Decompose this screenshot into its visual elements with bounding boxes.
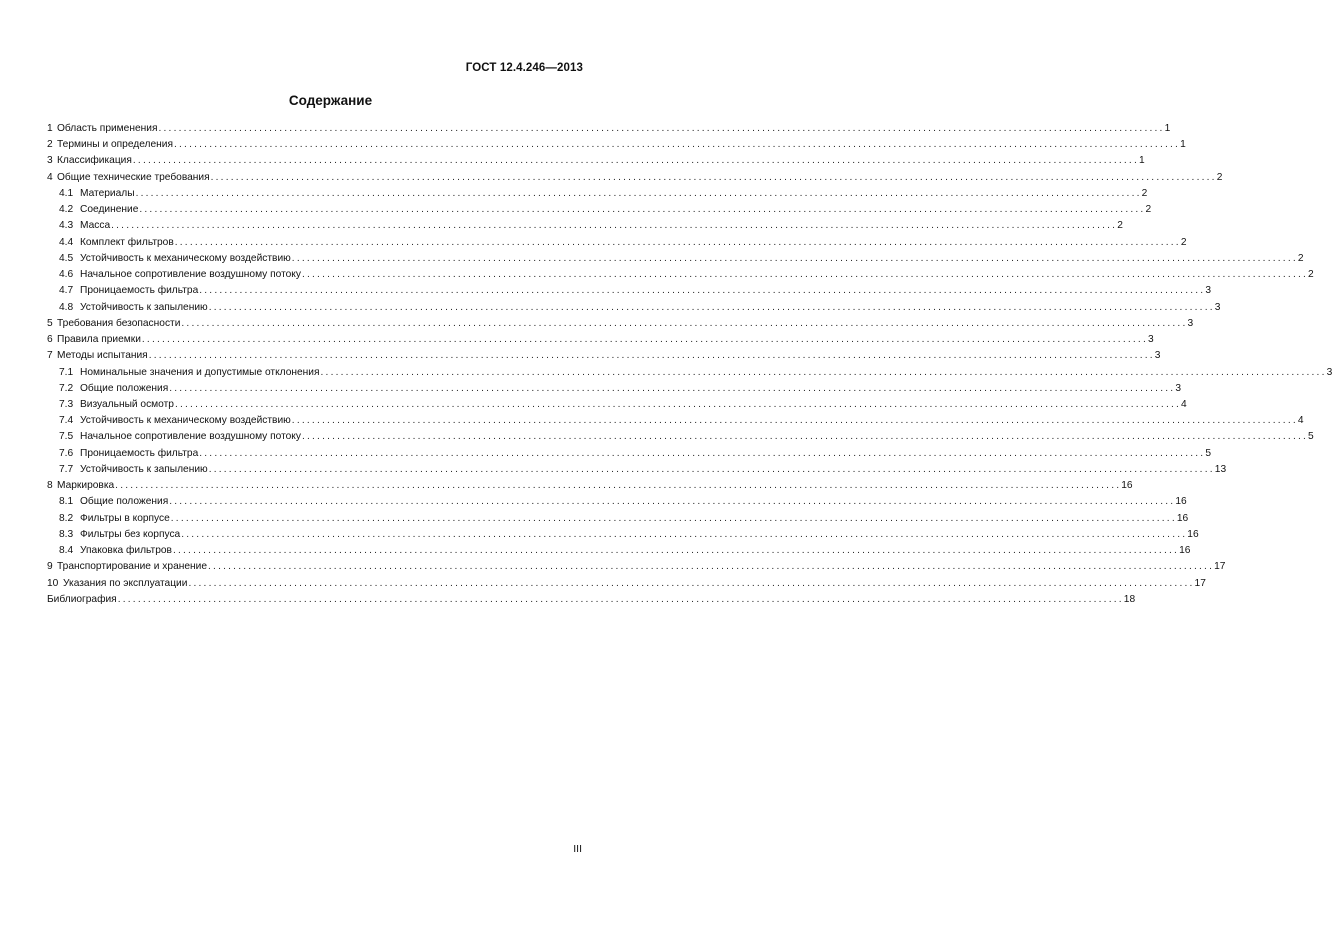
toc-entry-page: 2 bbox=[1141, 187, 1148, 199]
toc-entry-page: 3 bbox=[1147, 334, 1154, 346]
toc-dot-leader: ........................................................................................................................................................................................................ bbox=[139, 204, 1146, 216]
toc-entry-label: Общие положения bbox=[80, 382, 169, 394]
toc-entry-number: 4.3 bbox=[59, 220, 74, 232]
toc-dot-leader: ........................................................................................................................................................................................................ bbox=[208, 561, 1215, 573]
toc-entry-page: 2 bbox=[1216, 171, 1223, 183]
toc-entry[interactable] bbox=[47, 186, 1148, 202]
toc-entry[interactable] bbox=[47, 267, 1314, 283]
toc-dot-leader: ........................................................................................................................................................................................................ bbox=[148, 350, 1155, 362]
toc-entry-label: Термины и определения bbox=[57, 139, 173, 151]
toc-entry[interactable] bbox=[47, 446, 1211, 462]
toc-entry-label: Общие положения bbox=[80, 496, 169, 508]
toc-entry-page: 2 bbox=[1145, 204, 1152, 216]
toc-dot-leader: ........................................................................................................................................................................................................ bbox=[174, 236, 1181, 248]
toc-entry-number: 2 bbox=[47, 139, 53, 151]
toc-entry-label: Маркировка bbox=[57, 480, 115, 492]
toc-entry-number: 4.5 bbox=[59, 252, 74, 264]
toc-entry-number: 1 bbox=[47, 123, 53, 134]
toc-entry[interactable] bbox=[47, 137, 1186, 153]
toc-dot-leader: ........................................................................................................................................................................................................ bbox=[199, 285, 1206, 297]
toc-entry-label: Начальное сопротивление воздушному потоку bbox=[80, 431, 301, 443]
toc-entry-number: 7.4 bbox=[59, 415, 74, 427]
toc-dot-leader: ........................................................................................................................................................................................................ bbox=[320, 366, 1327, 378]
toc-entry-number: 8.2 bbox=[59, 512, 74, 524]
toc-entry-number: 7.5 bbox=[59, 431, 74, 443]
toc-entry-number: 3 bbox=[47, 155, 53, 167]
toc-entry[interactable] bbox=[47, 559, 1226, 575]
toc-dot-leader: ........................................................................................................................................................................................................ bbox=[208, 301, 1215, 313]
toc-entry[interactable] bbox=[47, 170, 1223, 186]
toc-entry-label: Упаковка фильтров bbox=[80, 545, 172, 557]
toc-entry[interactable] bbox=[47, 365, 1332, 381]
toc-entry[interactable] bbox=[47, 478, 1133, 494]
toc-entry-label: Фильтры без корпуса bbox=[80, 528, 181, 540]
toc-dot-leader: ........................................................................................................................................................................................................ bbox=[210, 171, 1217, 183]
toc-entry-label: Проницаемость фильтра bbox=[80, 447, 199, 459]
toc-entry-number: 8.3 bbox=[59, 528, 74, 540]
toc-entry-number: 7.2 bbox=[59, 382, 74, 394]
toc-entry-label: Классификация bbox=[57, 155, 132, 167]
toc-entry-label: Начальное сопротивление воздушному потоку bbox=[80, 269, 301, 281]
toc-dot-leader: ........................................................................................................................................................................................................ bbox=[117, 593, 1124, 605]
toc-dot-leader: ........................................................................................................................................................................................................ bbox=[169, 382, 1176, 394]
toc-entry[interactable] bbox=[47, 300, 1221, 316]
toc-entry-page: 17 bbox=[1194, 577, 1206, 589]
toc-dot-leader: ........................................................................................................................................................................................................ bbox=[111, 220, 1118, 232]
toc-dot-leader: ........................................................................................................................................................................................................ bbox=[301, 431, 1309, 443]
toc-dot-leader: ........................................................................................................................................................................................................ bbox=[181, 317, 1188, 329]
toc-entry-label: Методы испытания bbox=[57, 350, 148, 362]
toc-entry[interactable] bbox=[47, 316, 1194, 332]
toc-entry-label: Требования безопасности bbox=[57, 317, 181, 329]
toc-entry-page: 13 bbox=[1214, 463, 1227, 475]
toc-dot-leader: ........................................................................................................................................................................................................ bbox=[172, 545, 1180, 557]
toc-entry-label: Библиография bbox=[47, 593, 117, 605]
toc-entry-page: 1 bbox=[1180, 139, 1186, 151]
toc-entry-label: Масса bbox=[80, 220, 111, 232]
toc-entry[interactable] bbox=[47, 381, 1181, 397]
toc-entry-label: Указания по эксплуатации bbox=[63, 577, 188, 589]
toc-entry-number: 4 bbox=[47, 171, 53, 183]
toc-entry-page: 3 bbox=[1175, 382, 1181, 394]
toc-entry-number: 8.1 bbox=[59, 496, 74, 508]
toc-title: Содержание bbox=[288, 93, 373, 108]
toc-dot-leader: ........................................................................................................................................................................................................ bbox=[141, 334, 1148, 346]
toc-entry-label: Номинальные значения и допустимые отклонения bbox=[80, 366, 320, 378]
toc-dot-leader: ........................................................................................................................................................................................................ bbox=[188, 577, 1195, 589]
toc-dot-leader: ........................................................................................................................................................................................................ bbox=[135, 187, 1142, 199]
toc-entry-label: Устойчивость к механическому воздействию bbox=[80, 415, 291, 427]
toc-entry-number: 9 bbox=[47, 561, 53, 573]
toc-entry-label: Материалы bbox=[80, 187, 135, 199]
toc-entry-label: Фильтры в корпусе bbox=[80, 512, 170, 524]
toc-entry[interactable] bbox=[47, 511, 1189, 527]
page-number: III bbox=[573, 843, 582, 855]
toc-entry-page: 3 bbox=[1154, 350, 1161, 362]
toc-entry-number: 4.2 bbox=[59, 204, 74, 216]
toc-entry-number: 8 bbox=[47, 480, 53, 492]
toc-entry[interactable] bbox=[47, 348, 1161, 364]
toc-entry-label: Область применения bbox=[57, 123, 158, 134]
toc-entry-page: 17 bbox=[1214, 561, 1226, 573]
toc-entry-number: 7 bbox=[47, 350, 53, 362]
toc-entry-page: 3 bbox=[1205, 285, 1211, 297]
toc-entry-number: 7.1 bbox=[59, 366, 74, 378]
toc-entry[interactable] bbox=[47, 397, 1187, 413]
toc-entry-number: 4.4 bbox=[59, 236, 74, 248]
toc-entry-page: 3 bbox=[1326, 366, 1332, 378]
toc-entry[interactable] bbox=[47, 235, 1187, 251]
toc-entry-page: 1 bbox=[1164, 123, 1171, 134]
toc-entry-page: 3 bbox=[1187, 317, 1194, 329]
toc-entry[interactable] bbox=[47, 576, 1206, 592]
toc-entry-number: 7.3 bbox=[59, 398, 74, 410]
toc-entry[interactable] bbox=[47, 283, 1211, 299]
toc-entry[interactable] bbox=[47, 413, 1304, 429]
toc-entry[interactable] bbox=[47, 251, 1304, 267]
toc-entry-page: 5 bbox=[1308, 431, 1314, 443]
toc-entry-number: 4.8 bbox=[59, 301, 74, 313]
toc-entry-page: 18 bbox=[1123, 593, 1136, 605]
toc-entry-page: 16 bbox=[1175, 496, 1187, 508]
toc-entry-page: 3 bbox=[1214, 301, 1221, 313]
toc-entry[interactable] bbox=[47, 121, 1171, 137]
toc-entry[interactable] bbox=[47, 543, 1191, 559]
toc-entry[interactable] bbox=[47, 153, 1145, 169]
toc-dot-leader: ........................................................................................................................................................................................................ bbox=[291, 415, 1298, 427]
toc-entry-label: Общие технические требования bbox=[57, 171, 210, 183]
toc-entry[interactable] bbox=[47, 218, 1123, 234]
toc-dot-leader: ........................................................................................................................................................................................................ bbox=[174, 398, 1182, 410]
toc-entry[interactable] bbox=[47, 202, 1152, 218]
toc-dot-leader: ........................................................................................................................................................................................................ bbox=[173, 139, 1181, 151]
toc-entry[interactable] bbox=[47, 332, 1154, 348]
toc-entry[interactable] bbox=[47, 527, 1199, 543]
toc-entry-page: 1 bbox=[1138, 155, 1145, 167]
toc-entry-label: Транспортирование и хранение bbox=[57, 561, 208, 573]
toc-entry-label: Соединение bbox=[80, 204, 139, 216]
toc-dot-leader: ........................................................................................................................................................................................................ bbox=[291, 252, 1298, 264]
toc-entry-page: 2 bbox=[1180, 236, 1187, 248]
toc-dot-leader: ........................................................................................................................................................................................................ bbox=[199, 447, 1206, 459]
toc-entry[interactable] bbox=[47, 592, 1136, 608]
document-code: ГОСТ 12.4.246—2013 bbox=[465, 62, 583, 74]
toc-entry-page: 16 bbox=[1179, 545, 1191, 557]
toc-entry-number: 10 bbox=[47, 577, 59, 589]
toc-entry-label: Устойчивость к запылению bbox=[80, 463, 208, 475]
toc-entry-page: 4 bbox=[1181, 398, 1187, 410]
toc-entry-label: Устойчивость к запылению bbox=[80, 301, 208, 313]
toc-entry-number: 7.7 bbox=[59, 463, 74, 475]
toc-entry-label: Проницаемость фильтра bbox=[80, 285, 199, 297]
toc-dot-leader: ........................................................................................................................................................................................................ bbox=[301, 269, 1309, 281]
toc-entry-number: 8.4 bbox=[59, 545, 74, 557]
toc-entry-label: Визуальный осмотр bbox=[80, 398, 174, 410]
toc-entry[interactable] bbox=[47, 429, 1314, 445]
toc-entry-number: 4.6 bbox=[59, 269, 74, 281]
toc-dot-leader: ........................................................................................................................................................................................................ bbox=[115, 480, 1122, 492]
toc-entry-page: 2 bbox=[1117, 220, 1123, 232]
toc-entry-number: 4.1 bbox=[59, 187, 74, 199]
toc-entry-page: 4 bbox=[1297, 415, 1304, 427]
toc-entry-number: 7.6 bbox=[59, 447, 74, 459]
toc-entry-label: Комплект фильтров bbox=[80, 236, 174, 248]
toc-entry-number: 4.7 bbox=[59, 285, 74, 297]
toc-dot-leader: ........................................................................................................................................................................................................ bbox=[169, 496, 1176, 508]
toc-entry[interactable] bbox=[47, 494, 1187, 510]
toc-dot-leader: ........................................................................................................................................................................................................ bbox=[132, 155, 1139, 167]
toc-entry-label: Правила приемки bbox=[57, 334, 141, 346]
toc-dot-leader: ........................................................................................................................................................................................................ bbox=[170, 512, 1177, 524]
toc-dot-leader: ........................................................................................................................................................................................................ bbox=[158, 123, 1165, 134]
toc-entry-page: 16 bbox=[1121, 480, 1133, 492]
toc-dot-leader: ........................................................................................................................................................................................................ bbox=[181, 528, 1188, 540]
toc-entry-label: Устойчивость к механическому воздействию bbox=[80, 252, 291, 264]
toc-entry-page: 5 bbox=[1205, 447, 1211, 459]
toc-entry-number: 5 bbox=[47, 317, 53, 329]
table-of-contents bbox=[47, 121, 1332, 608]
toc-entry-page: 2 bbox=[1297, 252, 1304, 264]
toc-entry-page: 16 bbox=[1187, 528, 1199, 540]
toc-entry-number: 6 bbox=[47, 334, 53, 346]
toc-entry[interactable] bbox=[47, 462, 1227, 478]
toc-entry-page: 2 bbox=[1308, 269, 1314, 281]
toc-dot-leader: ........................................................................................................................................................................................................ bbox=[208, 463, 1215, 475]
toc-entry-page: 16 bbox=[1176, 512, 1189, 524]
